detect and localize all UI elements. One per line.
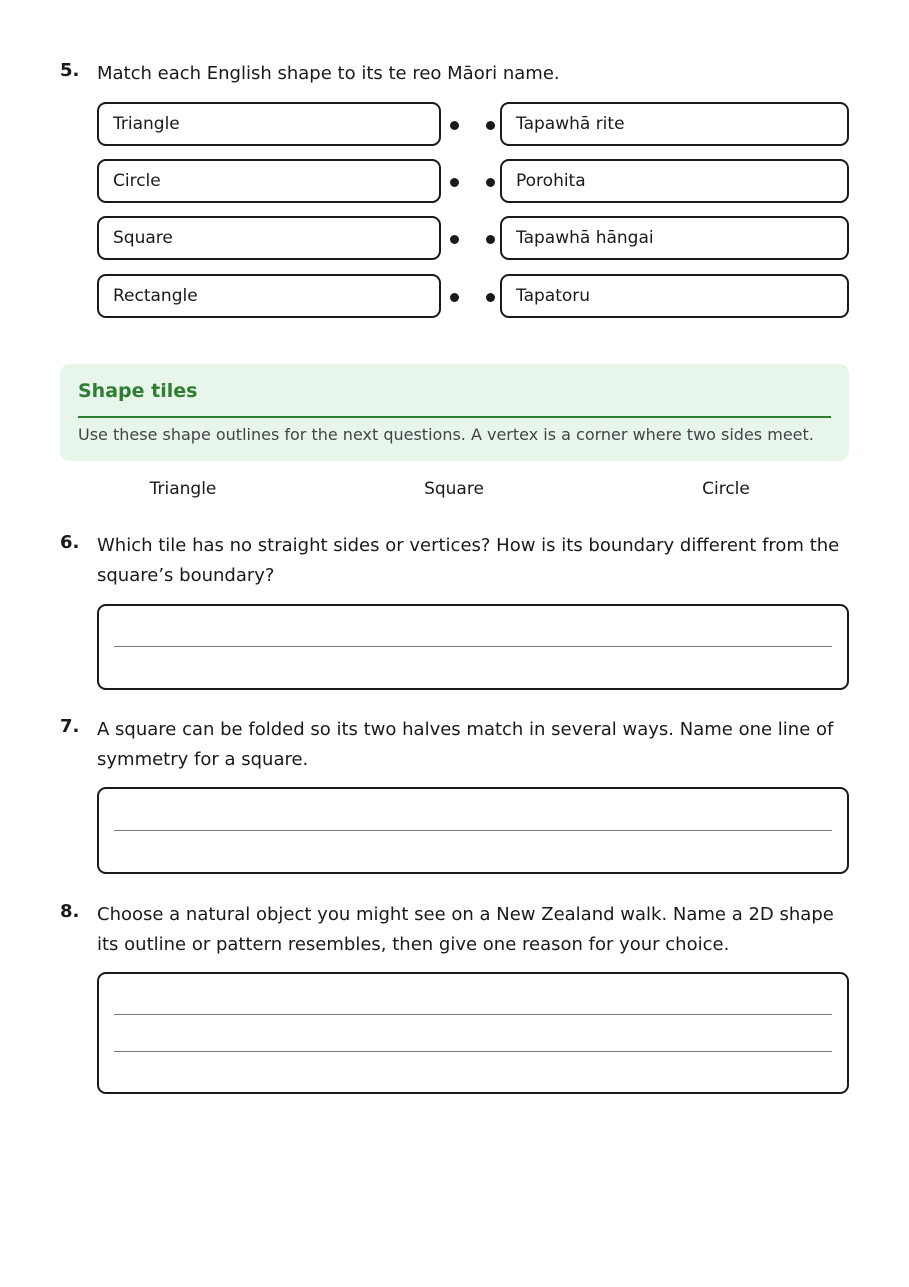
question-8-number: 8. [60,901,80,922]
question-6-text: Which tile has no straight sides or vertices? How is its boundary different from the square’s boundary? [97,535,840,586]
question-7-text: A square can be folded so its two halves match in several ways. Name one line of symmetry for a square. [97,719,834,770]
match-right-tapawha-rite[interactable]: Tapawhā rite [500,102,849,146]
match-dot-left-3[interactable] [450,235,459,244]
match-dot-left-1[interactable] [450,121,459,130]
match-dot-left-4[interactable] [450,293,459,302]
answer-line [114,1014,832,1015]
shape-tiles-description: Use these shape outlines for the next questions. A vertex is a corner where two sides meet. [78,425,814,444]
match-left-circle[interactable]: Circle [97,159,441,203]
match-dot-right-1[interactable] [486,121,495,130]
question-8-answer-box[interactable] [97,972,849,1094]
tile-label-circle: Circle [702,479,750,499]
match-dot-right-2[interactable] [486,178,495,187]
question-8-text: Choose a natural object you might see on a New Zealand walk. Name a 2D shape its outline or pattern resembles, then give one reason for your choice. [97,904,834,955]
question-5-text: Match each English shape to its te reo Māori name. [97,63,560,84]
answer-line [114,646,832,647]
match-dot-right-3[interactable] [486,235,495,244]
tile-label-square: Square [424,479,484,499]
question-7-answer-box[interactable] [97,787,849,874]
question-7-number: 7. [60,716,80,737]
answer-line [114,1051,832,1052]
shape-tiles-divider [78,416,831,418]
match-left-square[interactable]: Square [97,216,441,260]
match-right-tapawha-hangai[interactable]: Tapawhā hāngai [500,216,849,260]
match-left-triangle[interactable]: Triangle [97,102,441,146]
question-6-number: 6. [60,532,80,553]
match-left-rectangle[interactable]: Rectangle [97,274,441,318]
match-right-tapatoru[interactable]: Tapatoru [500,274,849,318]
match-dot-left-2[interactable] [450,178,459,187]
question-5-number: 5. [60,60,80,81]
shape-tiles-panel [60,364,849,461]
tile-label-triangle: Triangle [149,479,217,499]
match-right-porohita[interactable]: Porohita [500,159,849,203]
shape-tiles-title: Shape tiles [78,380,198,402]
question-6-answer-box[interactable] [97,604,849,690]
answer-line [114,830,832,831]
match-dot-right-4[interactable] [486,293,495,302]
